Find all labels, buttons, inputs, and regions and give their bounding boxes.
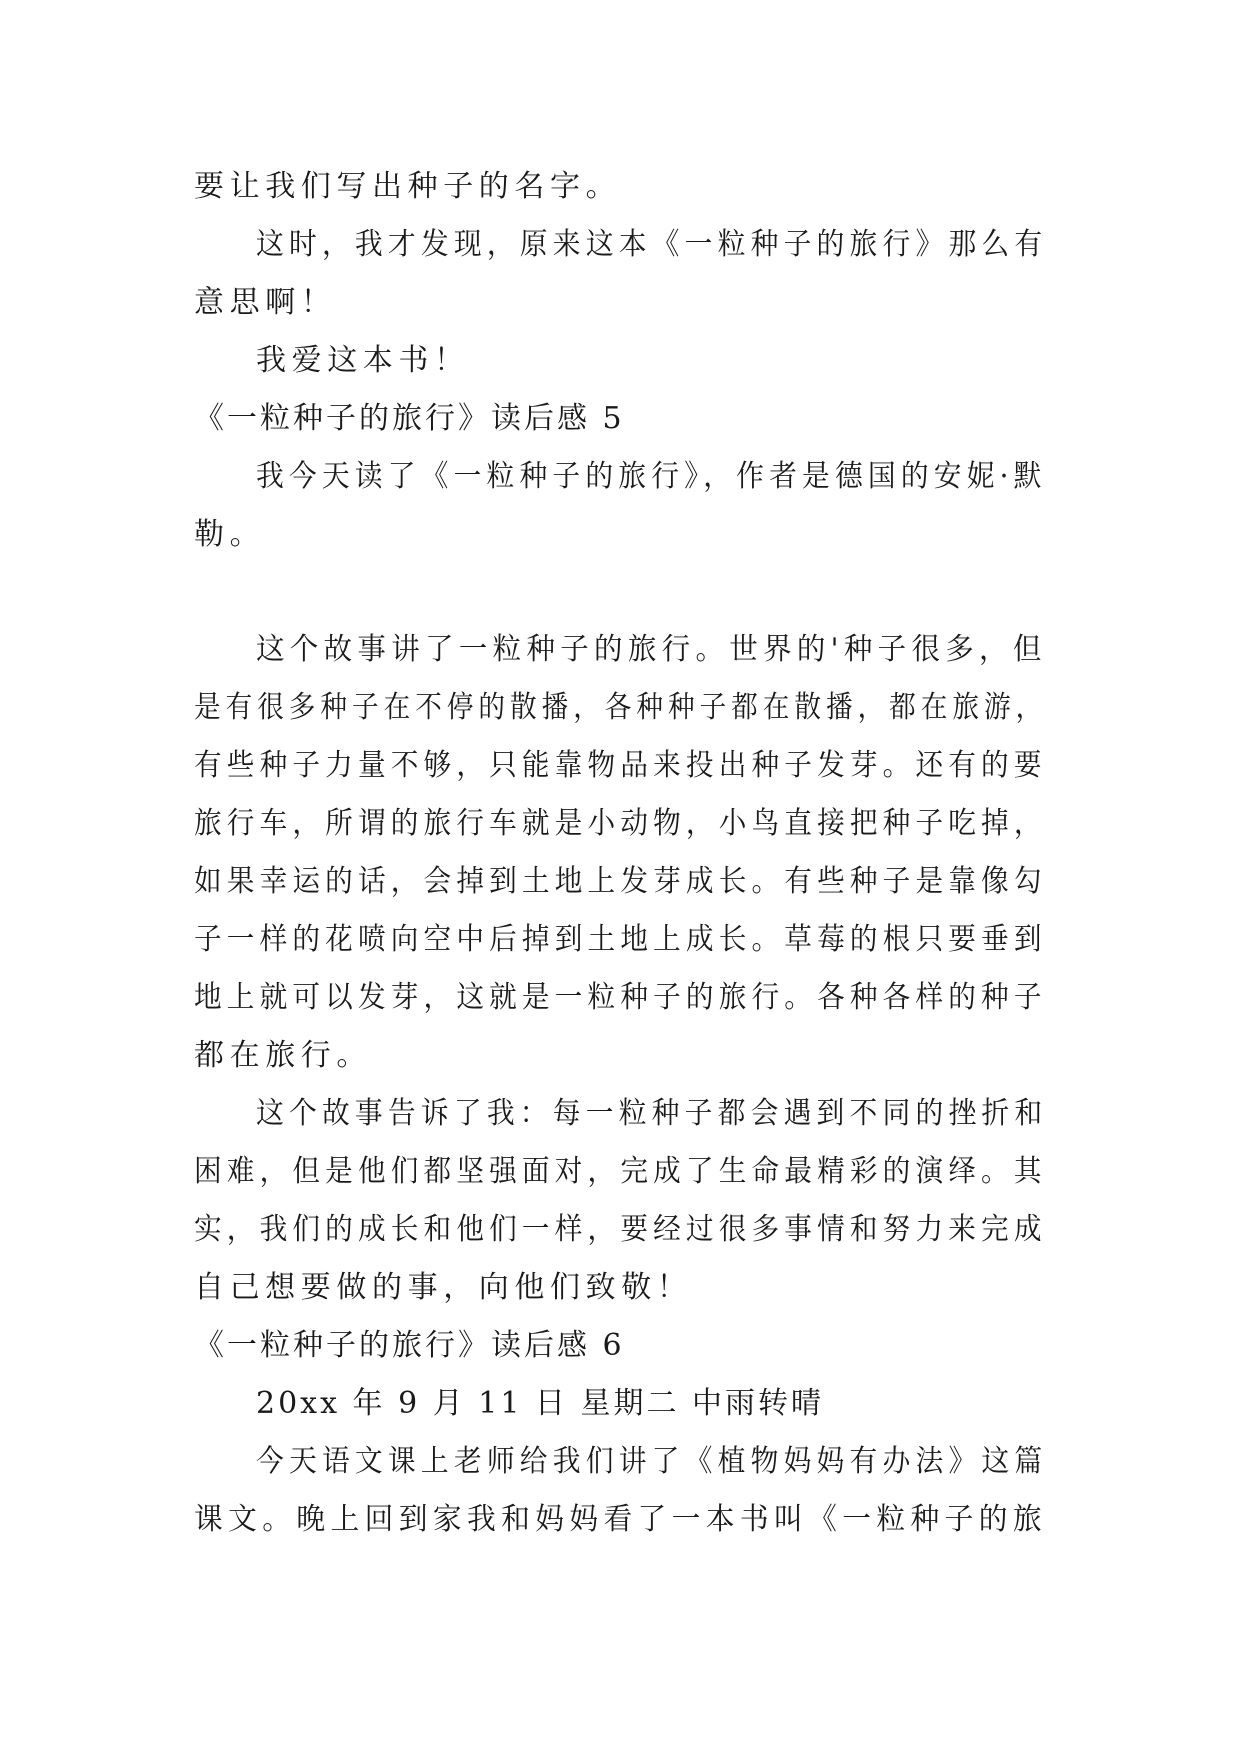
text-line: 这时，我才发现，原来这本《一粒种子的旅行》那么有 [256, 227, 1048, 262]
text-line: 旅行车，所谓的旅行车就是小动物，小鸟直接把种子吃掉， [194, 806, 1047, 841]
text-line: 自己想要做的事，向他们致敬！ [194, 1270, 693, 1305]
text-line: 都在旅行。 [194, 1038, 372, 1073]
section-heading: 《一粒种子的旅行》读后感 6 [194, 1328, 625, 1363]
text-line: 这个故事讲了一粒种子的旅行。世界的'种子很多，但 [256, 632, 1047, 667]
text-line: 意思啊！ [194, 285, 337, 320]
text-line: 我今天读了《一粒种子的旅行》，作者是德国的安妮·默 [256, 459, 1047, 494]
text-line: 我爱这本书！ [256, 343, 470, 378]
text-line: 有些种子力量不够，只能靠物品来投出种子发芽。还有的要 [194, 748, 1047, 783]
text-line: 今天语文课上老师给我们讲了《植物妈妈有办法》这篇 [256, 1444, 1048, 1479]
text-line: 如果幸运的话，会掉到土地上发芽成长。有些种子是靠像勾 [194, 864, 1047, 899]
text-line: 要让我们写出种子的名字。 [194, 169, 622, 204]
section-heading: 《一粒种子的旅行》读后感 5 [194, 401, 625, 436]
text-line: 实，我们的成长和他们一样，要经过很多事情和努力来完成 [194, 1212, 1047, 1247]
text-line: 课文。晚上回到家我和妈妈看了一本书叫《一粒种子的旅 [194, 1502, 1047, 1537]
text-line: 困难，但是他们都坚强面对，完成了生命最精彩的演绎。其 [194, 1154, 1047, 1189]
text-line: 子一样的花喷向空中后掉到土地上成长。草莓的根只要垂到 [194, 922, 1047, 957]
text-line: 是有很多种子在不停的散播，各种种子都在散播，都在旅游， [194, 690, 1048, 725]
text-line: 地上就可以发芽，这就是一粒种子的旅行。各种各样的种子 [194, 980, 1047, 1015]
text-line: 这个故事告诉了我：每一粒种子都会遇到不同的挫折和 [256, 1096, 1048, 1131]
date-line: 20xx 年 9 月 11 日 星期二 中雨转晴 [256, 1386, 825, 1421]
text-line: 勒。 [194, 517, 266, 552]
